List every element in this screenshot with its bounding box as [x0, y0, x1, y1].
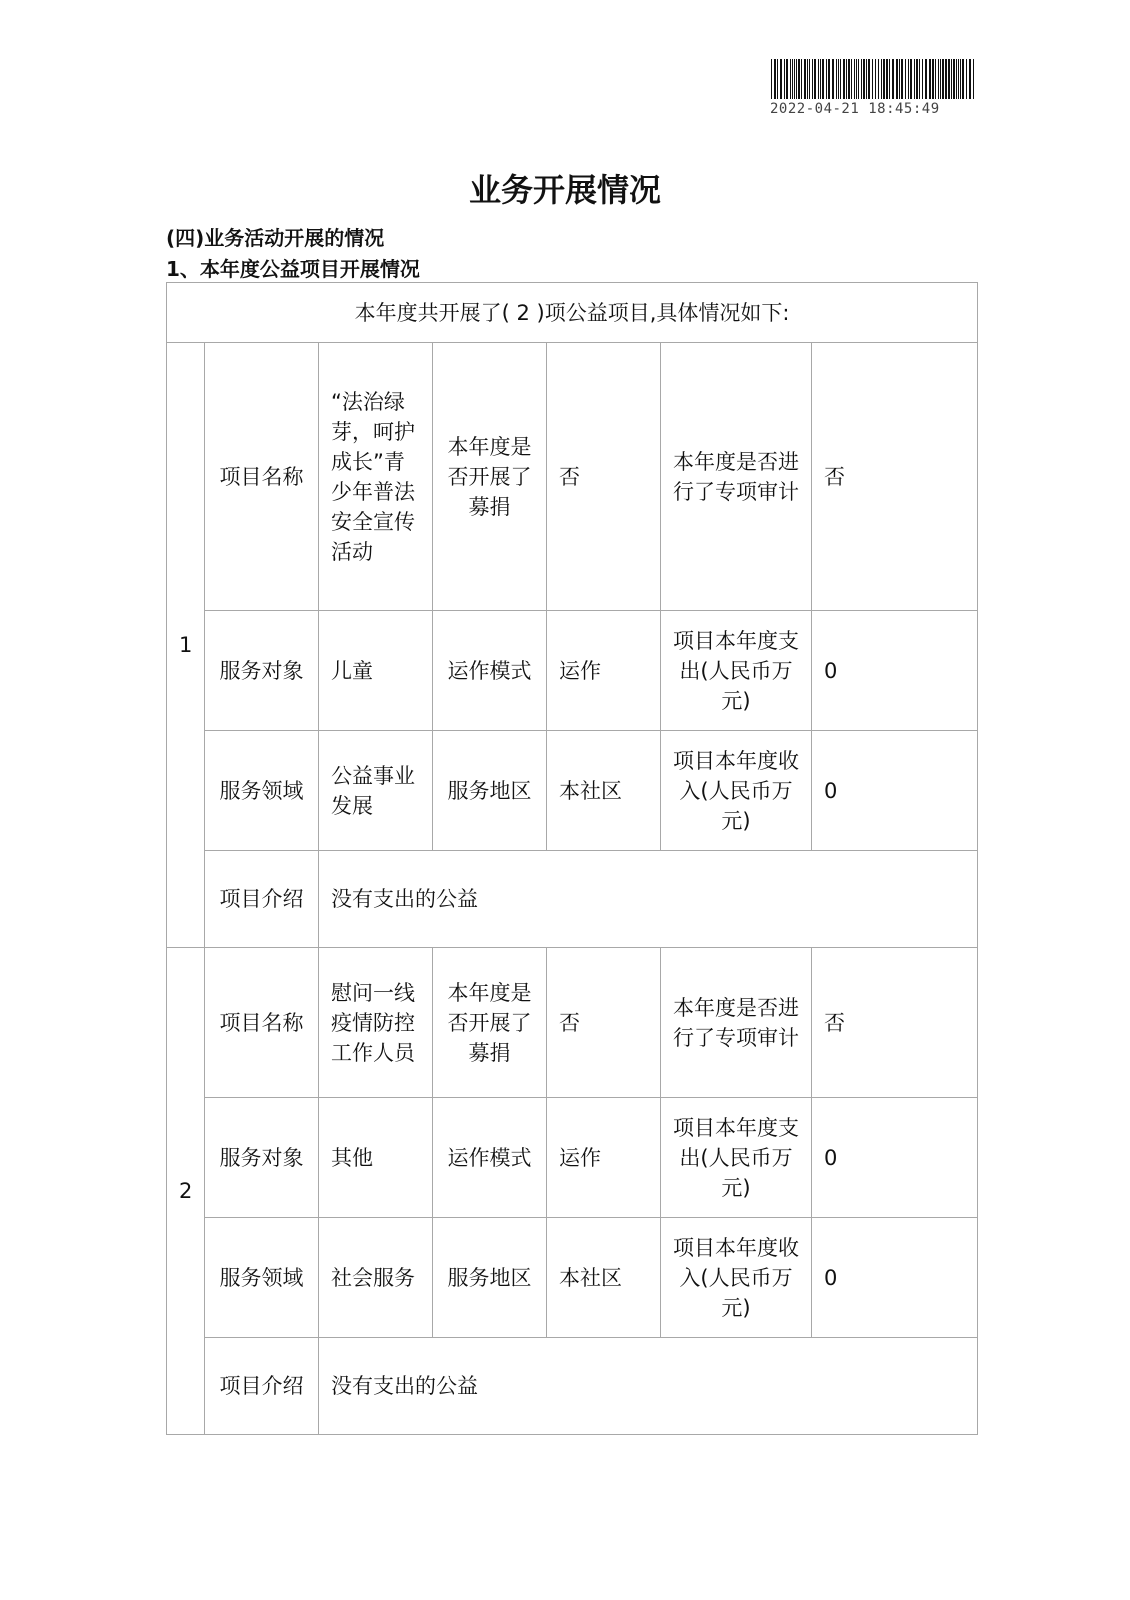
intro-value: 没有支出的公益: [319, 851, 978, 948]
table-row: [167, 731, 978, 851]
project-name: 慰问一线疫情防控工作人员: [319, 948, 433, 1098]
fundraising-value: 否: [547, 948, 661, 1098]
audit-value: 否: [812, 948, 978, 1098]
table-row: [167, 1218, 978, 1338]
income-value: 0: [812, 731, 978, 851]
label-service-target: 服务对象: [205, 1098, 319, 1218]
operation-mode-value: 运作: [547, 611, 661, 731]
label-intro: 项目介绍: [205, 1338, 319, 1435]
label-service-area: 服务地区: [433, 731, 547, 851]
barcode: [771, 59, 974, 99]
subsection-heading: 1、本年度公益项目开展情况: [166, 257, 420, 281]
label-fundraising: 本年度是否开展了募捐: [433, 343, 547, 611]
label-fundraising: 本年度是否开展了募捐: [433, 948, 547, 1098]
service-target-value: 其他: [319, 1098, 433, 1218]
label-intro: 项目介绍: [205, 851, 319, 948]
section-heading: (四)业务活动开展的情况: [166, 226, 385, 250]
label-audit: 本年度是否进行了专项审计: [661, 948, 812, 1098]
label-income: 项目本年度收入(人民币万元): [661, 1218, 812, 1338]
label-service-field: 服务领域: [205, 731, 319, 851]
label-service-field: 服务领域: [205, 1218, 319, 1338]
operation-mode-value: 运作: [547, 1098, 661, 1218]
project-index: 2: [167, 948, 205, 1435]
label-expenditure: 项目本年度支出(人民币万元): [661, 1098, 812, 1218]
summary-text: 本年度共开展了( 2 )项公益项目,具体情况如下:: [167, 283, 978, 343]
intro-value: 没有支出的公益: [319, 1338, 978, 1435]
expenditure-value: 0: [812, 611, 978, 731]
label-operation-mode: 运作模式: [433, 1098, 547, 1218]
table-row: [167, 948, 978, 1098]
service-field-value: 公益事业发展: [319, 731, 433, 851]
label-expenditure: 项目本年度支出(人民币万元): [661, 611, 812, 731]
fundraising-value: 否: [547, 343, 661, 611]
label-service-target: 服务对象: [205, 611, 319, 731]
service-area-value: 本社区: [547, 731, 661, 851]
table-row: [167, 611, 978, 731]
page-title: 业务开展情况: [468, 171, 661, 209]
project-name: “法治绿芽，呵护成长”青少年普法安全宣传活动: [319, 343, 433, 611]
label-audit: 本年度是否进行了专项审计: [661, 343, 812, 611]
table-row: [167, 343, 978, 611]
table-row: [167, 1338, 978, 1435]
service-target-value: 儿童: [319, 611, 433, 731]
label-service-area: 服务地区: [433, 1218, 547, 1338]
table-row: [167, 1098, 978, 1218]
project-index: 1: [167, 343, 205, 948]
project-table: [166, 282, 978, 1435]
summary-row: [167, 283, 978, 343]
audit-value: 否: [812, 343, 978, 611]
label-operation-mode: 运作模式: [433, 611, 547, 731]
print-timestamp: 2022-04-21 18:45:49: [770, 101, 940, 117]
label-project-name: 项目名称: [205, 343, 319, 611]
label-project-name: 项目名称: [205, 948, 319, 1098]
income-value: 0: [812, 1218, 978, 1338]
expenditure-value: 0: [812, 1098, 978, 1218]
service-area-value: 本社区: [547, 1218, 661, 1338]
service-field-value: 社会服务: [319, 1218, 433, 1338]
label-income: 项目本年度收入(人民币万元): [661, 731, 812, 851]
table-row: [167, 851, 978, 948]
